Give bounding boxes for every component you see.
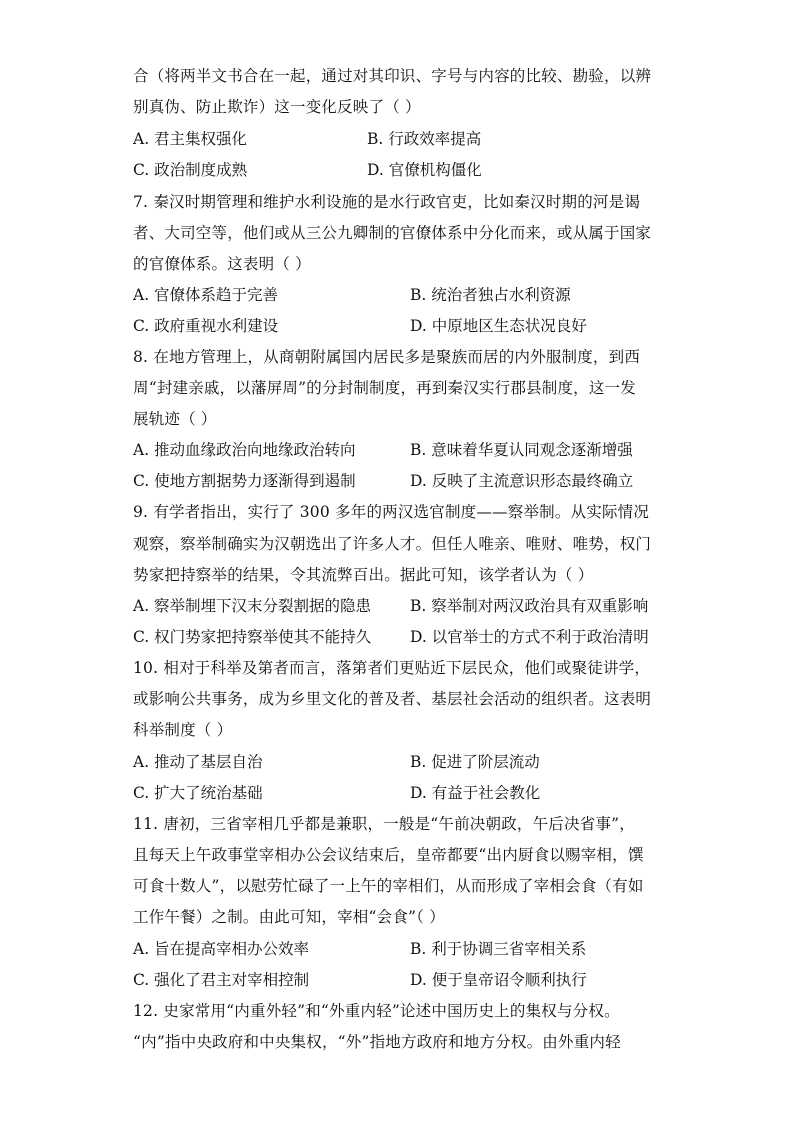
q8-option-c[interactable]: C. 使地方割据势力逐渐得到遏制 bbox=[133, 472, 356, 490]
q11-stem-line-1: 11. 唐初，三省宰相几乎都是兼职，一般是“午前决朝政，午后决省事”， bbox=[133, 815, 635, 833]
q9-option-c[interactable]: C. 权门势家把持察举使其不能持久 bbox=[133, 628, 372, 646]
q6-option-b[interactable]: B. 行政效率提高 bbox=[367, 130, 482, 148]
q7-option-c[interactable]: C. 政府重视水利建设 bbox=[133, 317, 279, 335]
q9-option-b[interactable]: B. 察举制对两汉政治具有双重影响 bbox=[410, 597, 649, 615]
q7-stem-line-2: 者、大司空等，他们或从三公九卿制的官僚体系中分化而来，或从属于国家 bbox=[133, 224, 652, 242]
q11-stem-line-3: 可食十数人”，以慰劳忙碌了一上午的宰相们，从而形成了宰相会食（有如 bbox=[133, 877, 644, 895]
q8-stem-line-1: 8. 在地方管理上，从商朝附属国内居民多是聚族而居的内外服制度，到西 bbox=[133, 348, 641, 366]
q10-option-c[interactable]: C. 扩大了统治基础 bbox=[133, 784, 263, 802]
q10-stem-line-1: 10. 相对于科举及第者而言，落第者们更贴近下层民众，他们或聚徒讲学， bbox=[133, 659, 651, 677]
q10-option-b[interactable]: B. 促进了阶层流动 bbox=[410, 753, 540, 771]
q9-stem-line-3: 势家把持察举的结果，令其流弊百出。据此可知，该学者认为（ ） bbox=[133, 566, 594, 584]
q10-stem-line-3: 科举制度（ ） bbox=[133, 721, 233, 739]
q8-option-b[interactable]: B. 意味着华夏认同观念逐渐增强 bbox=[410, 441, 633, 459]
q12-stem-line-2: “内”指中央政府和中央集权，“外”指地方政府和地方分权。由外重内轻 bbox=[133, 1033, 621, 1051]
q6-option-d[interactable]: D. 官僚机构僵化 bbox=[367, 161, 482, 179]
q8-stem-line-2: 周“封建亲戚，以藩屏周”的分封制制度，再到秦汉实行郡县制度，这一发 bbox=[133, 379, 636, 397]
q9-option-a[interactable]: A. 察举制埋下汉末分裂割据的隐患 bbox=[133, 597, 372, 615]
q11-stem-line-2: 且每天上午政事堂宰相办公会议结束后，皇帝都要“出内厨食以赐宰相，馔 bbox=[133, 846, 644, 864]
q8-option-a[interactable]: A. 推动血缘政治向地缘政治转向 bbox=[133, 441, 356, 459]
q7-option-d[interactable]: D. 中原地区生态状况良好 bbox=[410, 317, 587, 335]
q7-stem-line-3: 的官僚体系。这表明（ ） bbox=[133, 255, 311, 273]
q9-option-d[interactable]: D. 以官举士的方式不利于政治清明 bbox=[410, 628, 649, 646]
q11-option-b[interactable]: B. 利于协调三省宰相关系 bbox=[410, 940, 587, 958]
q9-stem-line-1: 9. 有学者指出，实行了 300 多年的两汉选官制度——察举制。从实际情况 bbox=[133, 503, 650, 521]
q12-stem-line-1: 12. 史家常用“内重外轻”和“外重内轻”论述中国历史上的集权与分权。 bbox=[133, 1002, 620, 1020]
q8-option-d[interactable]: D. 反映了主流意识形态最终确立 bbox=[410, 472, 634, 490]
q9-stem-line-2: 观察，察举制确实为汉朝选出了许多人才。但任人唯亲、唯财、唯势，权门 bbox=[133, 535, 652, 553]
q10-option-a[interactable]: A. 推动了基层自治 bbox=[133, 753, 263, 771]
q6-option-c[interactable]: C. 政治制度成熟 bbox=[133, 161, 248, 179]
q7-stem-line-1: 7. 秦汉时期管理和维护水利设施的是水行政官吏，比如秦汉时期的河是谒 bbox=[133, 193, 641, 211]
q6-option-a[interactable]: A. 君主集权强化 bbox=[133, 130, 248, 148]
q8-stem-line-3: 展轨迹（ ） bbox=[133, 410, 217, 428]
q11-option-d[interactable]: D. 便于皇帝诏令顺利执行 bbox=[410, 971, 587, 989]
q10-stem-line-2: 或影响公共事务，成为乡里文化的普及者、基层社会活动的组织者。这表明 bbox=[133, 690, 652, 708]
q6-stem-line-1: 合（将两半文书合在一起，通过对其印识、字号与内容的比较、勘验，以辨 bbox=[133, 67, 652, 85]
q7-option-b[interactable]: B. 统治者独占水利资源 bbox=[410, 286, 571, 304]
q11-option-a[interactable]: A. 旨在提高宰相办公效率 bbox=[133, 940, 310, 958]
q7-option-a[interactable]: A. 官僚体系趋于完善 bbox=[133, 286, 279, 304]
q11-stem-line-4: 工作午餐）之制。由此可知，宰相“会食”（ ） bbox=[133, 908, 445, 926]
q6-stem-line-2: 别真伪、防止欺诈）这一变化反映了（ ） bbox=[133, 98, 421, 116]
q10-option-d[interactable]: D. 有益于社会教化 bbox=[410, 784, 541, 802]
q11-option-c[interactable]: C. 强化了君主对宰相控制 bbox=[133, 971, 310, 989]
